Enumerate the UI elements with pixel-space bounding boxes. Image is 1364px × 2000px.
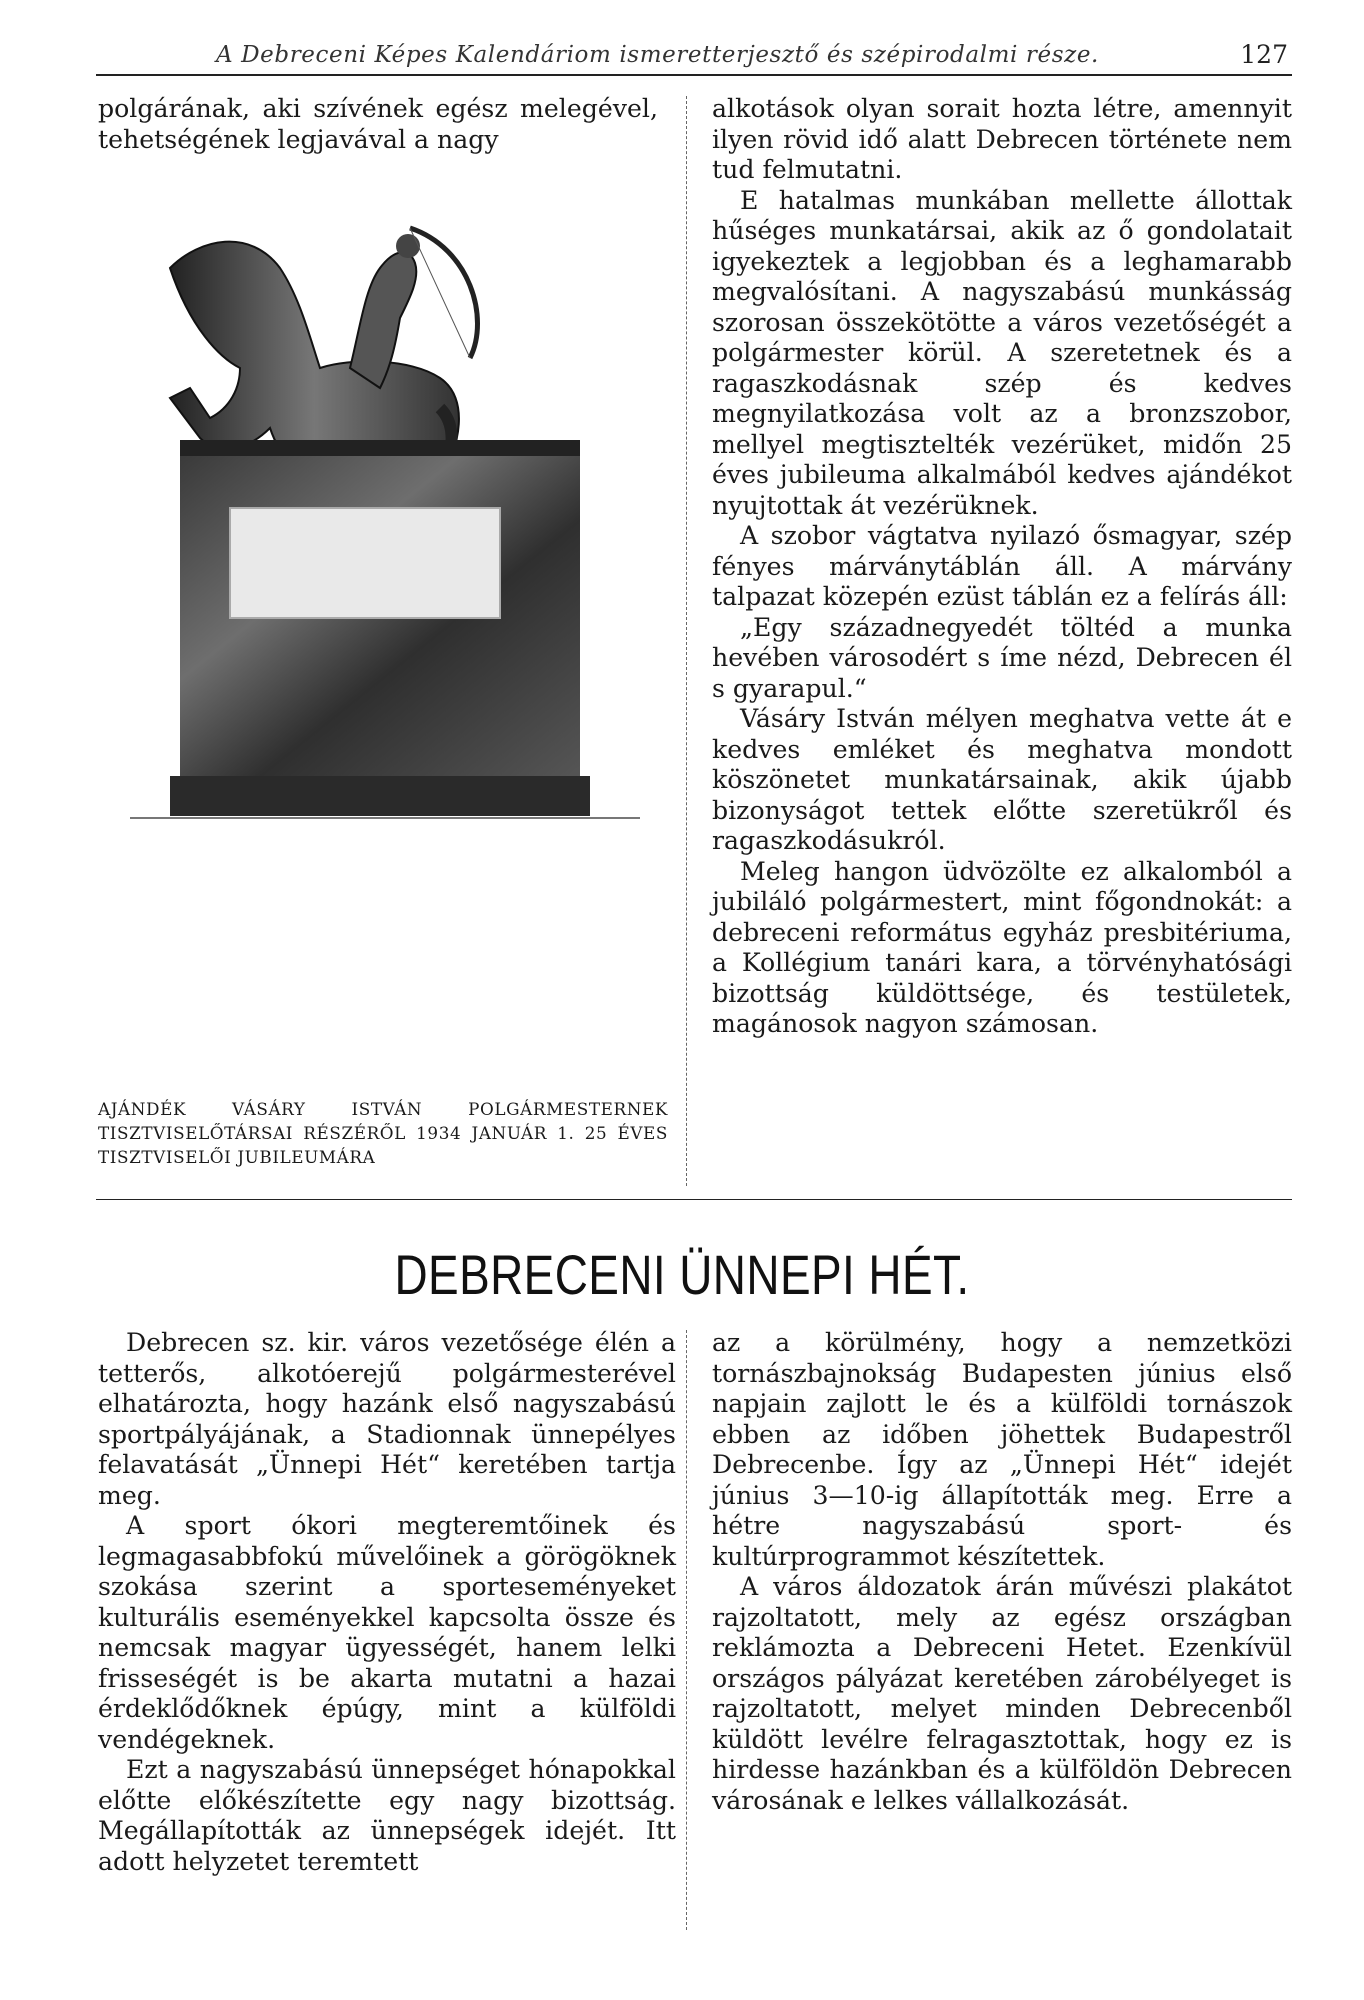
paragraph: az a körülmény, hogy a nemzetközi tornászbajnokság Budapesten június első napjain zajlott le és a külföldi tornászok ebben az időben jöhettek Budapestről Debrecenbe. Így az „Ünnepi Hét“ idejét június 3—10-ig állapították meg. Erre a hétre nagyszabású sport- és kultúrprogrammot készítettek. bbox=[712, 1328, 1292, 1571]
paragraph: Debrecen sz. kir. város vezetősége élén a tetterős, alkotóerejű polgármesterével elhatározta, hogy hazánk első nagyszabású sportpályájának, a Stadionnak ünnepélyes felavatását „Ünnepi Hét“ keretében tartja meg. bbox=[98, 1328, 676, 1510]
equestrian-archer-statue-icon bbox=[110, 208, 660, 1048]
paragraph: alkotások olyan sorait hozta létre, amennyit ilyen rövid idő alatt Debrecen története nem tud felmutatni. bbox=[712, 94, 1292, 184]
running-header bbox=[96, 40, 1292, 76]
section-title: DEBRECENI ÜNNEPI HÉT. bbox=[394, 1243, 970, 1306]
bottom-left-column bbox=[98, 1328, 676, 1877]
column-divider bbox=[686, 1330, 687, 1930]
bottom-right-column bbox=[712, 1328, 1292, 1816]
paragraph: A város áldozatok árán művészi plakátot rajzoltatott, mely az egész országban reklámozta a Debreceni Hetet. Ezenkívül országos pályázat keretében zárobélyeget is rajzoltatott, melyet minden Debrecenből küldött levélre felragasztottak, hogy ez is hirdesse hazánkban és a külföldön Debrecen városának e lelkes vállalkozását. bbox=[712, 1572, 1292, 1815]
paragraph: polgárának, aki szívének egész melegével, tehetségének legjavával a nagy bbox=[98, 94, 658, 154]
figure-caption: AJÁNDÉK VÁSÁRY ISTVÁN POLGÁRMESTERNEK TISZTVISELŐTÁRSAI RÉSZÉRŐL 1934 JANUÁR 1. 25 ÉVES TISZTVISELŐI JUBILEUMÁRA bbox=[98, 1099, 668, 1167]
paragraph: Meleg hangon üdvözölte ez alkalomból a jubiláló polgármestert, mint főgondnokát: a debreceni református egyház presbitériuma, a Kollégium tanári kara, a törvényhatósági bizottság küldöttsége, és testületek, magánosok nagyon számosan. bbox=[712, 856, 1292, 1038]
paragraph: Ezt a nagyszabású ünnepséget hónapokkal előtte előkészítette egy nagy bizottság. Megállapították az ünnepségek idejét. Itt adott helyzetet teremtett bbox=[98, 1755, 676, 1876]
statue-photo bbox=[110, 208, 660, 1048]
column-divider bbox=[686, 96, 687, 1186]
paragraph: „Egy századnegyedét töltéd a munka hevében városodért s íme nézd, Debrecen él s gyarapul.“ bbox=[712, 612, 1292, 703]
paragraph: A szobor vágtatva nyilazó ősmagyar, szép fényes márványtáblán áll. A márvány talpazat közepén ezüst táblán ez a felírás áll: bbox=[712, 521, 1292, 611]
paragraph: Vásáry István mélyen meghatva vette át e kedves emléket és meghatva mondott köszönetet munkatársainak, akik újabb bizonyságot tettek előtte szeretükről és ragaszkodásukról. bbox=[712, 704, 1292, 855]
top-right-column bbox=[712, 94, 1292, 1040]
paragraph: E hatalmas munkában mellette állottak hűséges munkatársai, akik az ő gondolatait igyekeztek a legjobban és a leghamarabb megvalósítani. A nagyszabású munkásság szorosan összekötötte a város vezetőségét a polgármester körül. A szeretetnek és a ragaszkodásnak szép és kedves megnyilatkozása volt az a bronzszobor, mellyel megtisztelték vezérüket, midőn 25 éves jubileuma alkalmából kedves ajándékot nyujtottak át vezérüknek. bbox=[712, 185, 1292, 520]
paragraph: A sport ókori megteremtőinek és legmagasabbfokú művelőinek a görögöknek szokása szerint a sporteseményeket kulturális eseményekkel kapcsolta össze és nemcsak magyar ügyességét, hanem lelki frisseségét is be akarta mutatni a hazai érdeklődőknek épúgy, mint a külföldi vendégeknek. bbox=[98, 1511, 676, 1754]
page-number: 127 bbox=[1240, 40, 1288, 69]
top-left-column bbox=[98, 94, 658, 155]
section-divider bbox=[96, 1199, 1292, 1200]
header-title: A Debreceni Képes Kalendáriom ismeretterjesztő és szépirodalmi része. bbox=[216, 42, 1099, 68]
